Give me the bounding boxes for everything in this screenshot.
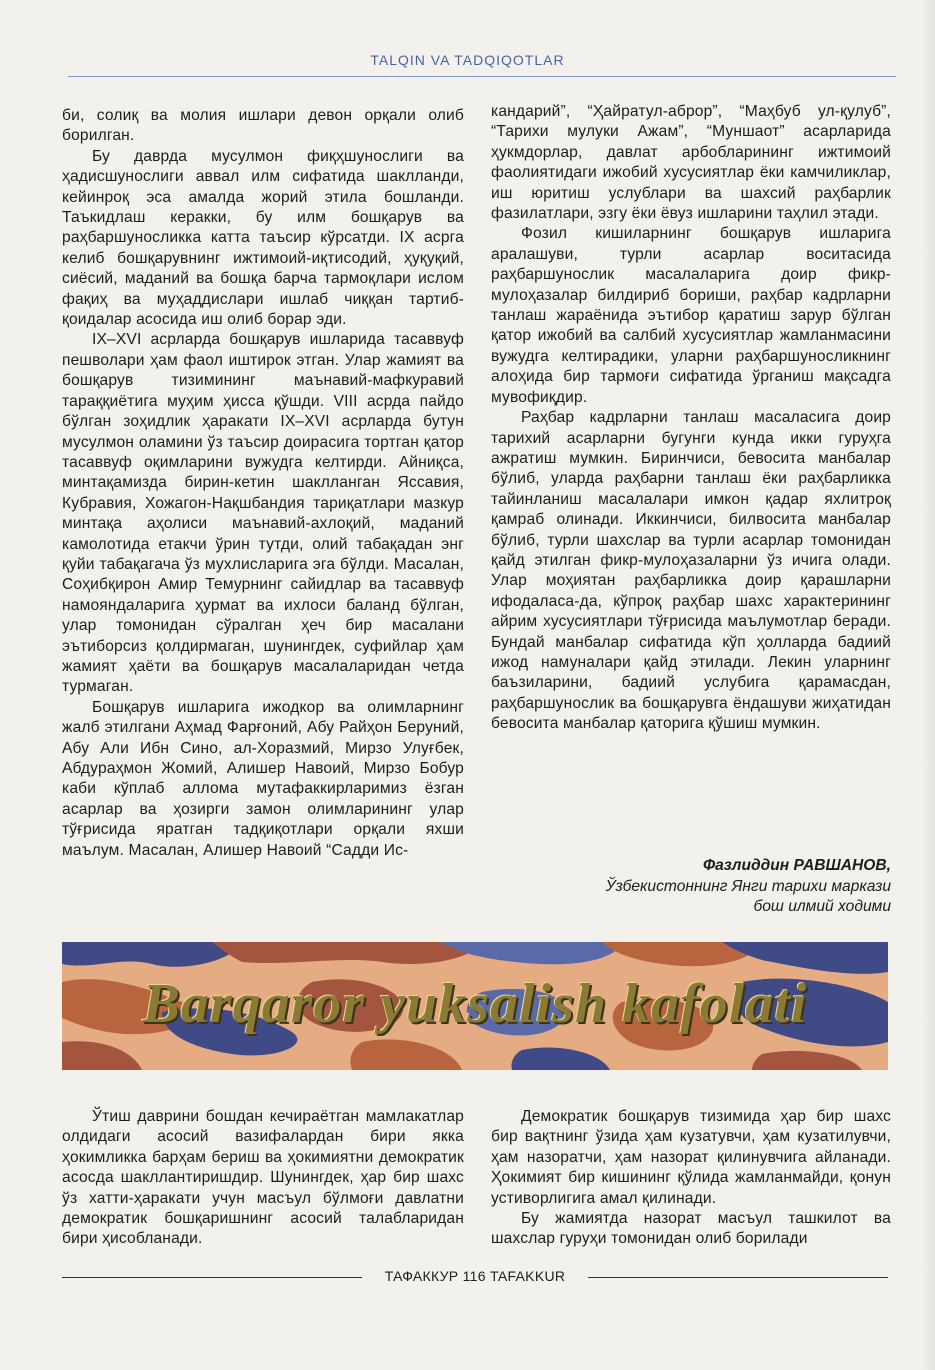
article1-left-paragraph: IX–XVI асрларда бошқарув ишларида тасаввуф пешволари ҳам фаол иштирок этган. Улар жамият ва бошқарув тизимининг маънавий-мафкуравий тараққиётига муҳим ҳисса қўшди. VIII асрда пайдо бўлган зоҳидлик ҳаракати IX–XVI асрларда бутун мусулмон оламини ўз таъсир доирасига тортган қатор тасаввуф оқимларини вужудга келтирди. Айниқса, минтақамизда бирин-кетин шаклланган Яссавия, Кубравия, Хожагон-Нақшбандия тариқатлари мазкур минтақа аҳолиси маънавий-ахлоқий, маданий камолотида етакчи ўрин тутди, олий табақадан энг қуйи табақагача ўз мухлисларига эга бўлди. Масалан, Соҳибқирон Амир Темурнинг сайидлар ва тасаввуф намояндаларига ҳурмат ва ихлоси баланд бўлган, улар томонидан сўралган ҳеч бир масалани эътиборсиз қолдирмаган, шунингдек, суфийлар ҳам жамият ҳаёти ва бошқарув масалаларидан четда турмаган. bbox=[62, 331, 464, 696]
author-signature bbox=[461, 856, 891, 918]
author-role: Ўзбекистоннинг Янги тарихи маркази bbox=[605, 877, 891, 895]
article2-left-paragraph: Ўтиш даврини бошдан кечираётган мамлакатлар олдидаги асосий вазифалардан бири якка ҳокимликка барҳам бериш ва ҳокимиятни демократик асосда шакллантиришдир. Шунингдек, ҳар бир шахс ўз хатти-ҳаракати учун масъул бўлмоғи давлатни демократик бошқаришнинг асосий талабларидан бири ҳисобланади. bbox=[62, 1108, 464, 1248]
article1-right-paragraph: Фозил кишиларнинг бошқарув ишларига аралашуви, турли асарлар воситасида раҳбаршунослик масалаларига доир фикр-мулоҳазалар билдириб бориши, раҳбар кадрларни танлаш жараёнида эътибор қаратиш зарур бўлган қатор ижобий ва салбий хусусиятлар жамланмасини вужудга келтирадики, уларни раҳбаршуносликнинг алоҳида бир тармоғи сифатида ўрганиш мақсадга мувофиқдир. bbox=[491, 225, 891, 406]
banner-title: Barqaror yuksalish kafolati bbox=[142, 973, 808, 1035]
article1-right-paragraph: Раҳбар кадрларни танлаш масаласига доир тарихий асарларни бугунги кунда икки гуруҳга ажратиш мумкин. Биринчиси, бевосита манбалар бўлиб, уларда раҳбарни танлаш ёки раҳбарликка тайинланиш масалалари имкон қадар яхлитроқ қамраб олинади. Иккинчиси, билвосита манбалар бўлиб, турли шахслар ва турли асарлар томонидан қайд этилган фикр-мулоҳазаларни ўз ичига олади. Улар моҳиятан раҳбарликка доир қарашларни ифодаласа-да, кўпроқ раҳбар шахс характерининг айрим хусусиятлари тўғрисида маълумотлар беради. Бундай манбалар сифатида кўп ҳолларда бадиий ижод намуналари қайд этилади. Лекин уларнинг баъзиларини, бадиий услубига қарамасдан, раҳбаршунослик ва бошқарувга ёндашуви жиҳатидан бевосита манбалар қаторига қўшиш мумкин. bbox=[491, 409, 891, 733]
author-role: бош илмий ходими bbox=[753, 898, 891, 915]
running-header: TALQIN VA TADQIQOTLAR bbox=[370, 52, 565, 68]
page-edge-shadow bbox=[921, 0, 935, 1370]
footer-rule-right bbox=[588, 1277, 888, 1278]
article1-left-paragraph: Бу даврда мусулмон фиқҳшунослиги ва ҳадисшунослиги аввал илм сифатида шаклланди, кейинроқ эса амалда жорий этила бошланди. Таъкидлаш керакки, бу илм бошқарув ва раҳбаршуносликка катта таъсир кўрсатди. IX асрга келиб бошқарувнинг ижтимоий-иқтисодий, ҳуқуқий, сиёсий, маданий ва бошқа барча тармоқлари ислом фақиҳ ва муҳаддислари ишлаб чиққан тартиб-қоидалар асосида иш олиб борар эди. bbox=[62, 147, 464, 329]
article1-left-paragraph: би, солиқ ва молия ишлари девон орқали олиб борилган. bbox=[62, 107, 464, 145]
header-rule bbox=[68, 76, 896, 77]
footer-page-label: ТАФАККУР 116 TAFAKKUR bbox=[384, 1268, 566, 1284]
article2-right-paragraph: Демократик бошқарув тизимида ҳар бир шахс бир вақтнинг ўзида ҳам кузатувчи, ҳам кузатилувчи, ҳам назоратчи, ҳам назорат қилинувчига айланади. Ҳокимият бир кишининг қўлида жамланмайди, қонун устиворлигига амал қилинади. bbox=[491, 1108, 891, 1207]
article2-right-column bbox=[491, 1107, 891, 1250]
section-banner bbox=[62, 942, 888, 1070]
article1-right-column bbox=[491, 102, 891, 735]
footer-rule-left bbox=[62, 1277, 362, 1278]
article1-left-column bbox=[62, 106, 464, 861]
article1-left-paragraph: Бошқарув ишларига ижодкор ва олимларнинг жалб этилгани Аҳмад Фарғоний, Абу Райҳон Беруний, Абу Али Ибн Сино, ал-Хоразмий, Мирзо Улуғбек, Абдураҳмон Жомий, Алишер Навоий, Мирзо Бобур каби кўплаб аллома мутафаккирларимиз ёзган асарлар ва ҳозирги замон олимларининг улар тўғрисида яратган тадқиқотлари орқали яхши маълум. Масалан, Алишер Навоий “Садди Ис- bbox=[62, 698, 464, 859]
article2-right-paragraph: Бу жамиятда назорат масъул ташкилот ва шахслар гуруҳи томонидан олиб борилади bbox=[491, 1210, 891, 1248]
article1-right-paragraph: кандарий”, “Ҳайратул-аброр”, “Маҳбуб ул-қулуб”, “Тарихи мулуки Ажам”, “Муншаот” асарларида ҳукмдорлар, давлат арбобларининг ижтимоий фаолиятидаги ижобий хусусиятлар ёки камчиликлар, иш юритиш услублари ва шахсий раҳбарлик фазилатлари, эзгу ёки ёвуз ишларини таҳлил этади. bbox=[491, 103, 891, 223]
article2-left-column bbox=[62, 1107, 464, 1250]
author-name: Фазлиддин РАВШАНОВ, bbox=[702, 857, 891, 874]
